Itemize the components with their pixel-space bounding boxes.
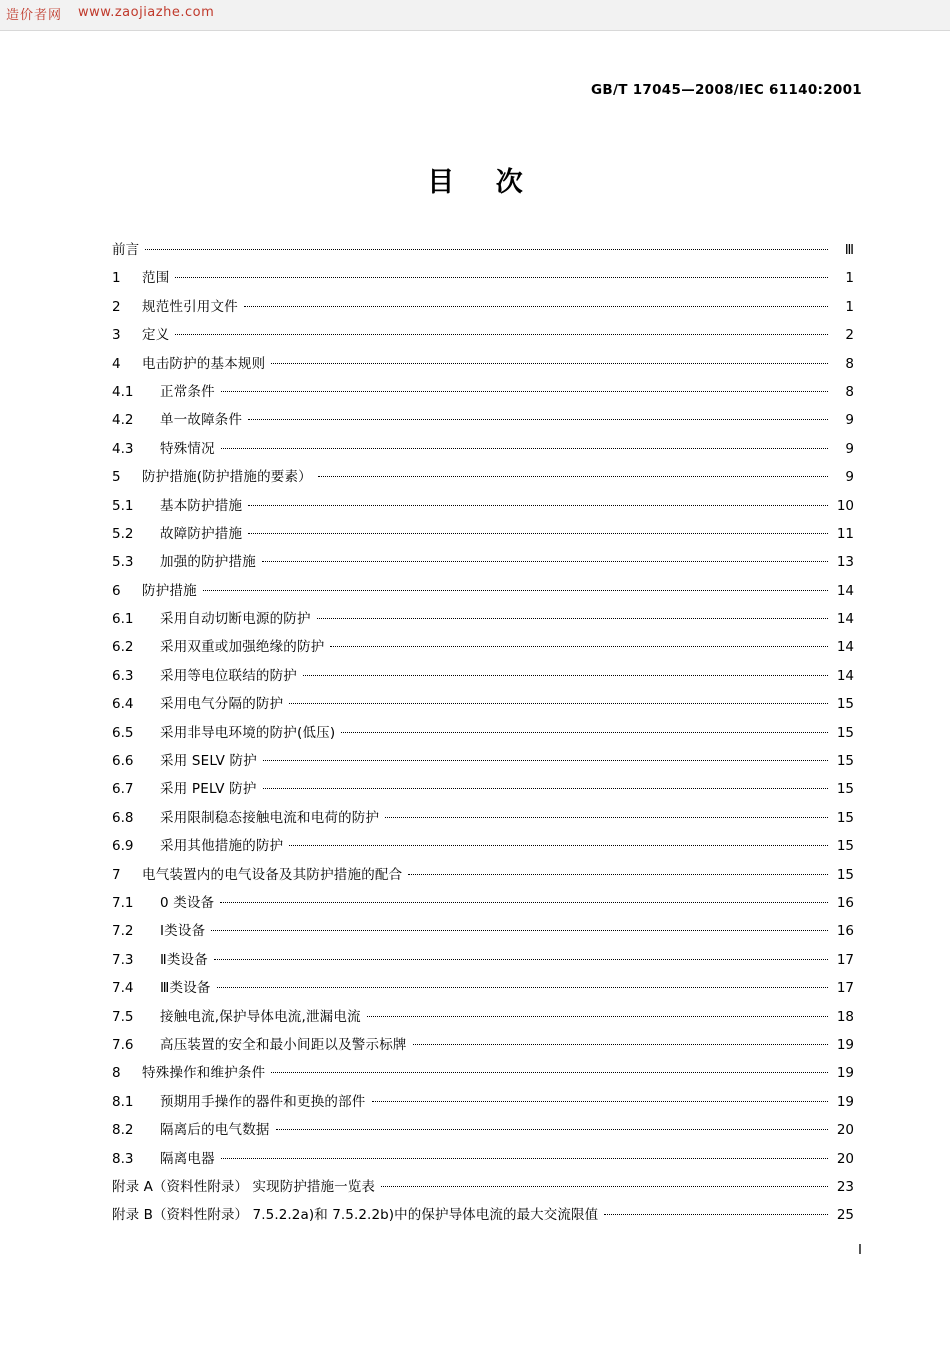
toc-entry-number: 6.6 — [112, 753, 134, 770]
toc-leader-dots — [372, 1093, 829, 1106]
toc-entry-page: 15 — [836, 781, 854, 798]
toc-entry[interactable] — [112, 863, 854, 891]
toc-entry-label: 附录 B（资料性附录） 7.5.2.2a)和 7.5.2.2b)中的保护导体电流的最大交流限值 — [112, 1207, 599, 1224]
toc-entry-label: 采用等电位联结的防护 — [160, 667, 297, 684]
toc-entry-number: 4 — [112, 355, 121, 372]
toc-entry-number: 2 — [112, 298, 121, 315]
toc-entry-number: 3 — [112, 327, 121, 344]
toc-leader-dots — [262, 553, 828, 566]
toc-entry-number: 7 — [112, 866, 121, 883]
toc-entry-page: 9 — [845, 469, 854, 486]
toc-entry-label: 采用限制稳态接触电流和电荷的防护 — [160, 809, 380, 826]
toc-entry-page: 8 — [845, 383, 854, 400]
toc-entry-label: 防护措施 — [142, 582, 197, 599]
toc-entry[interactable] — [112, 777, 854, 805]
toc-leader-dots — [367, 1008, 828, 1021]
toc-entry[interactable] — [112, 1033, 854, 1061]
toc-entry-label: 采用 SELV 防护 — [160, 753, 257, 770]
toc-entry-page: 20 — [836, 1150, 854, 1167]
toc-leader-dots — [413, 1036, 828, 1049]
toc-leader-dots — [341, 724, 828, 737]
toc-entry-label: 采用 PELV 防护 — [160, 781, 257, 798]
toc-leader-dots — [221, 1150, 828, 1163]
toc-entry-label: 规范性引用文件 — [142, 298, 238, 315]
toc-entry-number: 6.7 — [112, 781, 134, 798]
toc-entry[interactable] — [112, 579, 854, 607]
toc-entry-label: 前言 — [112, 242, 140, 258]
toc-entry-label: 采用非导电环境的防护(低压) — [160, 724, 336, 741]
toc-entry-page: 2 — [845, 327, 854, 344]
toc-entry[interactable] — [112, 437, 854, 465]
toc-entry[interactable] — [112, 1147, 854, 1175]
toc-entry-label: Ⅱ类设备 — [160, 951, 208, 968]
toc-entry-label: 接触电流,保护导体电流,泄漏电流 — [160, 1008, 361, 1025]
toc-entry-page: 15 — [836, 696, 854, 713]
toc-entry[interactable] — [112, 380, 854, 408]
toc-leader-dots — [203, 582, 828, 595]
toc-entry-label: 附录 A（资料性附录） 实现防护措施一览表 — [112, 1178, 375, 1195]
toc-entry-page: 25 — [836, 1207, 854, 1224]
toc-entry-number: 7.6 — [112, 1036, 134, 1053]
toc-entry-number: 5.1 — [112, 497, 134, 514]
toc-entry[interactable] — [112, 1175, 854, 1203]
toc-entry-label: 电击防护的基本规则 — [142, 355, 266, 372]
toc-leader-dots — [408, 866, 828, 879]
toc-entry-page: 18 — [836, 1008, 854, 1025]
toc-entry-number: 6.3 — [112, 667, 134, 684]
toc-entry-page: 15 — [836, 809, 854, 826]
toc-entry-page: 15 — [836, 838, 854, 855]
toc-entry-label: 预期用手操作的器件和更换的部件 — [160, 1093, 366, 1110]
toc-entry[interactable] — [112, 1061, 854, 1089]
toc-entry[interactable] — [112, 465, 854, 493]
toc-entry[interactable] — [112, 919, 854, 947]
toc-entry[interactable] — [112, 806, 854, 834]
toc-entry-page: 8 — [845, 355, 854, 372]
toc-entry[interactable] — [112, 721, 854, 749]
toc-entry-label: 0 类设备 — [160, 894, 215, 911]
toc-entry-number: 6.8 — [112, 809, 134, 826]
toc-entry-label: 正常条件 — [160, 383, 215, 400]
toc-entry-label: 采用双重或加强绝缘的防护 — [160, 639, 325, 656]
page-folio: I — [858, 1242, 862, 1258]
toc-entry-number: 6.1 — [112, 611, 134, 628]
toc-entry-page: 13 — [836, 554, 854, 571]
toc-entry[interactable] — [112, 494, 854, 522]
toc-entry-page: 9 — [845, 440, 854, 457]
standard-number: GB/T 17045—2008/IEC 61140:2001 — [591, 82, 862, 98]
toc-entry-number: 8.1 — [112, 1093, 134, 1110]
toc-entry-number: 4.1 — [112, 383, 134, 400]
toc-entry-page: 17 — [836, 951, 854, 968]
toc-entry[interactable] — [112, 1203, 854, 1231]
toc-leader-dots — [276, 1121, 828, 1134]
toc-entry[interactable] — [112, 749, 854, 777]
toc-entry[interactable] — [112, 550, 854, 578]
toc-entry-label: 单一故障条件 — [160, 412, 243, 429]
toc-entry-page: Ⅲ — [844, 242, 854, 258]
toc-entry[interactable] — [112, 1090, 854, 1118]
toc-entry[interactable] — [112, 607, 854, 635]
toc-entry-label: 高压装置的安全和最小间距以及警示标牌 — [160, 1036, 407, 1053]
toc-entry-number: 4.3 — [112, 440, 134, 457]
toc-entry[interactable] — [112, 1005, 854, 1033]
toc-entry-page: 16 — [836, 923, 854, 940]
toc-entry-page: 19 — [836, 1036, 854, 1053]
toc-entry-label: 隔离后的电气数据 — [160, 1122, 270, 1139]
toc-entry-page: 9 — [845, 412, 854, 429]
toc-leader-dots — [248, 411, 828, 424]
watermark-url: www.zaojiazhe.com — [78, 5, 215, 20]
toc-entry-number: 8.2 — [112, 1122, 134, 1139]
toc-entry[interactable] — [112, 323, 854, 351]
toc-leader-dots — [145, 241, 828, 254]
toc-entry-page: 14 — [836, 667, 854, 684]
toc-entry-label: 范围 — [142, 270, 170, 287]
toc-entry-number: 7.4 — [112, 980, 134, 997]
toc-entry[interactable] — [112, 834, 854, 862]
toc-entry-label: 隔离电器 — [160, 1150, 215, 1167]
toc-entry-number: 7.2 — [112, 923, 134, 940]
toc-leader-dots — [318, 468, 828, 481]
toc-entry-number: 4.2 — [112, 412, 134, 429]
toc-entry-label: 故障防护措施 — [160, 525, 243, 542]
toc-entry-label: 定义 — [142, 327, 170, 344]
toc-entry-number: 7.3 — [112, 951, 134, 968]
toc-entry[interactable] — [112, 238, 854, 266]
toc-leader-dots — [385, 809, 828, 822]
toc-entry-label: Ⅰ类设备 — [160, 923, 206, 940]
toc-entry-label: 电气装置内的电气设备及其防护措施的配合 — [142, 866, 403, 883]
toc-entry-number: 7.1 — [112, 894, 134, 911]
toc-entry-page: 19 — [836, 1093, 854, 1110]
toc-entry-number: 7.5 — [112, 1008, 134, 1025]
toc-leader-dots — [330, 638, 828, 651]
toc-entry-label: Ⅲ类设备 — [160, 980, 211, 997]
toc-entry-label: 采用其他措施的防护 — [160, 838, 284, 855]
page-title: 目 次 — [427, 167, 539, 198]
toc-entry-page: 1 — [845, 270, 854, 287]
toc-leader-dots — [248, 525, 828, 538]
toc-leader-dots — [604, 1206, 828, 1219]
toc-entry-page: 14 — [836, 582, 854, 599]
toc-entry-page: 17 — [836, 980, 854, 997]
toc-leader-dots — [248, 497, 828, 510]
toc-entry[interactable] — [112, 1118, 854, 1146]
toc-entry[interactable] — [112, 635, 854, 663]
watermark-bar — [0, 0, 950, 31]
toc-entry-number: 8 — [112, 1065, 121, 1082]
toc-entry-page: 23 — [836, 1178, 854, 1195]
toc-entry-page: 11 — [836, 525, 854, 542]
toc-entry-page: 10 — [836, 497, 854, 514]
toc-leader-dots — [211, 922, 828, 935]
toc-leader-dots — [317, 610, 828, 623]
toc-entry-label: 特殊操作和维护条件 — [142, 1065, 266, 1082]
toc-entry[interactable] — [112, 266, 854, 294]
toc-entry-label: 基本防护措施 — [160, 497, 243, 514]
toc-entry[interactable] — [112, 948, 854, 976]
toc-leader-dots — [303, 667, 828, 680]
toc-entry-page: 15 — [836, 724, 854, 741]
toc-entry-page: 14 — [836, 611, 854, 628]
toc-entry-page: 14 — [836, 639, 854, 656]
toc-entry-page: 19 — [836, 1065, 854, 1082]
toc-entry-number: 5.3 — [112, 554, 134, 571]
toc-entry-number: 5 — [112, 469, 121, 486]
toc-entry-page: 16 — [836, 894, 854, 911]
watermark-logo: 造价者网 — [6, 8, 63, 23]
toc-leader-dots — [271, 1064, 828, 1077]
toc-entry-page: 1 — [845, 298, 854, 315]
toc-leader-dots — [217, 979, 828, 992]
toc-leader-dots — [175, 269, 828, 282]
toc-entry[interactable] — [112, 692, 854, 720]
toc-entry[interactable] — [112, 295, 854, 323]
toc-entry[interactable] — [112, 522, 854, 550]
toc-leader-dots — [271, 355, 828, 368]
toc-leader-dots — [220, 894, 828, 907]
toc-entry-label: 采用自动切断电源的防护 — [160, 611, 311, 628]
toc-entry-label: 采用电气分隔的防护 — [160, 696, 284, 713]
toc-leader-dots — [381, 1178, 828, 1191]
toc-entry-number: 1 — [112, 270, 121, 287]
toc-entry-label: 加强的防护措施 — [160, 554, 256, 571]
toc-entry-page: 15 — [836, 753, 854, 770]
toc-entry-label: 特殊情况 — [160, 440, 215, 457]
toc-leader-dots — [289, 695, 828, 708]
toc-entry-number: 6.9 — [112, 838, 134, 855]
toc-leader-dots — [175, 326, 828, 339]
toc-entry[interactable] — [112, 976, 854, 1004]
toc-leader-dots — [289, 837, 828, 850]
toc-entry-number: 6.4 — [112, 696, 134, 713]
toc-leader-dots — [214, 951, 828, 964]
toc-entry[interactable] — [112, 352, 854, 380]
toc-entry[interactable] — [112, 891, 854, 919]
toc-leader-dots — [221, 440, 828, 453]
toc-entry-number: 5.2 — [112, 525, 134, 542]
toc-leader-dots — [263, 752, 828, 765]
toc-entry-label: 防护措施(防护措施的要素） — [142, 469, 312, 486]
toc-entry-number: 8.3 — [112, 1150, 134, 1167]
toc-entry[interactable] — [112, 664, 854, 692]
toc-leader-dots — [244, 298, 828, 311]
toc-entry-number: 6 — [112, 582, 121, 599]
toc-entry[interactable] — [112, 408, 854, 436]
toc-entry-page: 20 — [836, 1122, 854, 1139]
toc-entry-page: 15 — [836, 866, 854, 883]
toc-entry-number: 6.2 — [112, 639, 134, 656]
toc-leader-dots — [263, 780, 828, 793]
table-of-contents — [112, 238, 854, 1232]
toc-entry-number: 6.5 — [112, 724, 134, 741]
toc-leader-dots — [221, 383, 828, 396]
